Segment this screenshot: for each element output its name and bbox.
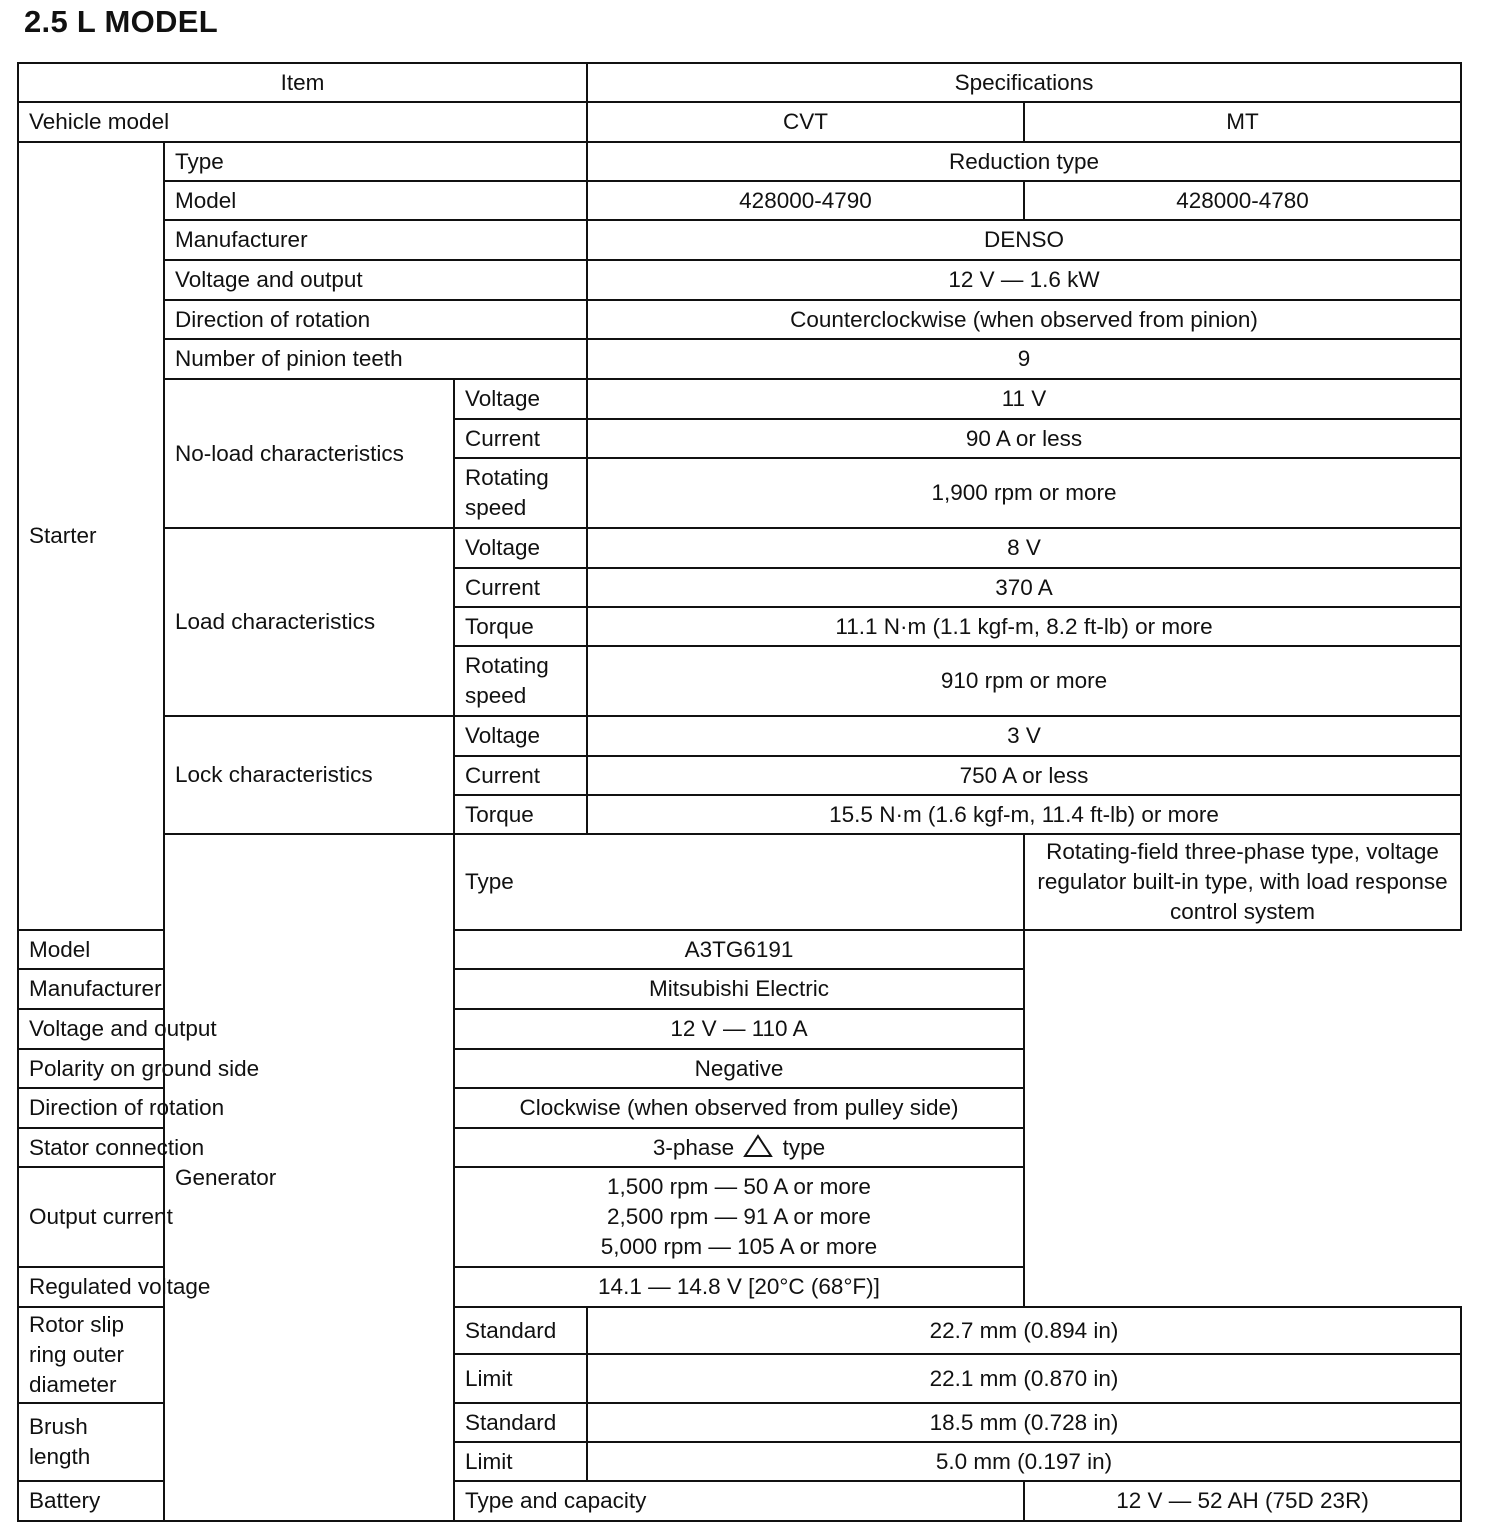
stator-prefix: 3-phase	[652, 1134, 735, 1160]
row-value: Reduction type	[587, 142, 1461, 181]
sub-label: Voltage	[454, 528, 587, 568]
row-label: Number of pinion teeth	[164, 339, 587, 379]
row-label: Direction of rotation	[164, 300, 587, 339]
table-row	[18, 339, 1461, 379]
header-item: Item	[18, 63, 587, 102]
rotor-slip-ring-label: Rotor slip ring outer diameter	[18, 1307, 164, 1403]
sub-label: Limit	[454, 1442, 587, 1481]
row-value: Counterclockwise (when observed from pinion)	[587, 300, 1461, 339]
row-value: Rotating-field three-phase type, voltage regulator built-in type, with load response control system	[1024, 834, 1461, 930]
row-label: Voltage and output	[164, 260, 587, 300]
row-value: 12 V — 1.6 kW	[587, 260, 1461, 300]
starter-model-cvt: 428000-4790	[587, 181, 1024, 220]
row-label: Voltage and output	[18, 1009, 454, 1049]
row-value: 14.1 — 14.8 V [20°C (68°F)]	[454, 1267, 1024, 1307]
vehicle-model-label: Vehicle model	[18, 102, 587, 142]
output-current-line: 5,000 rpm — 105 A or more	[600, 1234, 878, 1259]
table-row	[18, 716, 1461, 756]
generator-group-label: Generator	[164, 834, 454, 1521]
row-label: Manufacturer	[164, 220, 587, 260]
row-value: 910 rpm or more	[587, 646, 1461, 716]
table-row	[18, 300, 1461, 339]
table-row	[18, 834, 1461, 930]
sub-label: Current	[454, 756, 587, 795]
row-value: 9	[587, 339, 1461, 379]
sub-label: Rotating speed	[454, 646, 587, 716]
table-row	[18, 1128, 1461, 1167]
row-value: A3TG6191	[454, 930, 1024, 969]
row-label: Model	[18, 930, 454, 969]
lock-label: Lock characteristics	[164, 716, 454, 834]
spec-table	[17, 62, 1462, 1522]
table-row	[18, 1049, 1461, 1088]
row-value: 3 V	[587, 716, 1461, 756]
row-value: 1,900 rpm or more	[587, 458, 1461, 528]
sub-label: Current	[454, 419, 587, 458]
sub-label: Torque	[454, 607, 587, 646]
header-specifications: Specifications	[587, 63, 1461, 102]
sub-label: Current	[454, 568, 587, 607]
table-row	[18, 1088, 1461, 1128]
vehicle-model-row	[18, 102, 1461, 142]
output-current-values	[454, 1167, 1024, 1267]
sub-label: Voltage	[454, 716, 587, 756]
row-value: 11 V	[587, 379, 1461, 419]
sub-label: Rotating speed	[454, 458, 587, 528]
row-label: Model	[164, 181, 587, 220]
table-row	[18, 930, 1461, 969]
brush-length-label: Brush length	[18, 1403, 164, 1481]
row-value: 22.1 mm (0.870 in)	[587, 1354, 1461, 1403]
row-value: 90 A or less	[587, 419, 1461, 458]
row-label: Type	[454, 834, 1024, 930]
page-title: 2.5 L MODEL	[24, 4, 218, 39]
table-row	[18, 142, 1461, 181]
delta-triangle-icon	[743, 1134, 773, 1158]
sub-label: Voltage	[454, 379, 587, 419]
table-row	[18, 260, 1461, 300]
table-row	[18, 969, 1461, 1009]
vehicle-model-mt: MT	[1024, 102, 1461, 142]
row-label: Polarity on ground side	[18, 1049, 454, 1088]
sub-label: Limit	[454, 1354, 587, 1403]
stator-value	[454, 1128, 1024, 1167]
table-row	[18, 1267, 1461, 1307]
row-value: 22.7 mm (0.894 in)	[587, 1307, 1461, 1354]
battery-group-label: Battery	[18, 1481, 164, 1521]
output-current-line: 2,500 rpm — 91 A or more	[607, 1204, 871, 1229]
sub-label: Torque	[454, 795, 587, 834]
row-value: 12 V — 110 A	[454, 1009, 1024, 1049]
table-row	[18, 1009, 1461, 1049]
row-label: Direction of rotation	[18, 1088, 454, 1128]
row-value: Mitsubishi Electric	[454, 969, 1024, 1009]
stator-suffix: type	[782, 1134, 826, 1160]
row-value: Clockwise (when observed from pulley side)	[454, 1088, 1024, 1128]
no-load-label: No-load characteristics	[164, 379, 454, 528]
table-row	[18, 220, 1461, 260]
row-value: 15.5 N·m (1.6 kgf-m, 11.4 ft-lb) or more	[587, 795, 1461, 834]
row-label: Regulated voltage	[18, 1267, 454, 1307]
row-value: 8 V	[587, 528, 1461, 568]
row-label: Type	[164, 142, 587, 181]
row-value: 750 A or less	[587, 756, 1461, 795]
row-value: 11.1 N·m (1.1 kgf-m, 8.2 ft-lb) or more	[587, 607, 1461, 646]
starter-model-mt: 428000-4780	[1024, 181, 1461, 220]
table-row	[18, 528, 1461, 568]
output-current-line: 1,500 rpm — 50 A or more	[607, 1174, 871, 1199]
row-value: 370 A	[587, 568, 1461, 607]
row-value: Negative	[454, 1049, 1024, 1088]
row-label: Stator connection	[18, 1128, 454, 1167]
sub-label: Standard	[454, 1403, 587, 1442]
vehicle-model-cvt: CVT	[587, 102, 1024, 142]
starter-group-label: Starter	[18, 142, 164, 930]
header-row	[18, 63, 1461, 102]
sub-label: Standard	[454, 1307, 587, 1354]
table-row	[18, 379, 1461, 419]
row-label: Manufacturer	[18, 969, 454, 1009]
load-label: Load characteristics	[164, 528, 454, 716]
row-value: DENSO	[587, 220, 1461, 260]
row-value: 12 V — 52 AH (75D 23R)	[1024, 1481, 1461, 1521]
table-row	[18, 181, 1461, 220]
row-value: 18.5 mm (0.728 in)	[587, 1403, 1461, 1442]
row-value: 5.0 mm (0.197 in)	[587, 1442, 1461, 1481]
row-label: Type and capacity	[454, 1481, 1024, 1521]
row-label: Output current	[18, 1167, 454, 1267]
